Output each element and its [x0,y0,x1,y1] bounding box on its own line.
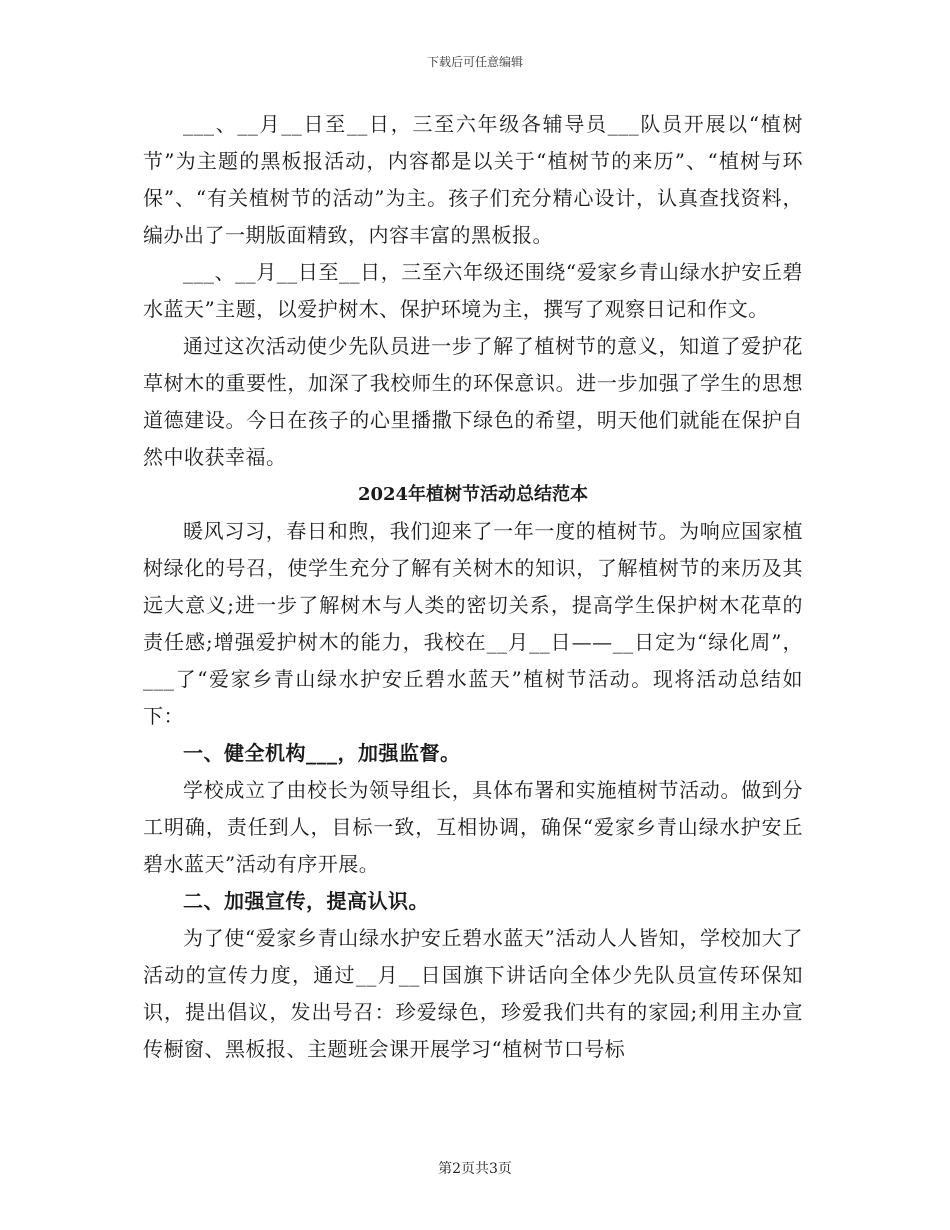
paragraph-organization: 学校成立了由校长为领导组长，具体布署和实施植树节活动。做到分工明确，责任到人，目标一致，互相协调，确保“爱家乡青山绿水护安丘碧水蓝天”活动有序开展。 [143,778,803,876]
document-title: 2024年植树节活动总结范本 [357,484,589,505]
section-heading-publicity: 二、加强宣传，提高认识。 [183,889,429,913]
paragraph-introduction: 暖风习习，春日和煦，我们迎来了一年一度的植树节。为响应国家植树绿化的号召，使学生充分了解有关树木的知识，了解植树节的来历及其远大意义;进一步了解树木与人类的密切关系，提高学生保护树木花草的责任感;增强爱护树木的能力，我校在__月__日——__日定为“绿化周”，___了“爱家乡青山绿水护安丘碧水蓝天”植树节活动。现将活动总结如下： [143,519,803,728]
page-header: 下载后可任意编辑 [426,55,523,69]
page-number: 第2页共3页 [438,1161,512,1177]
document-body [143,106,803,1068]
paragraph-diary-essay: ___、__月__日至__日，三至六年级还围绕“爱家乡青山绿水护安丘碧水蓝天”主题，以爱护树木、保护环境为主，撰写了观察日记和作文。 [143,260,803,321]
section-heading-organization: 一、健全机构___，加强监督。 [183,741,461,765]
paragraph-blackboard-activity: ___、__月__日至__日，三至六年级各辅导员___队员开展以“植树节”为主题的黑板报活动，内容都是以关于“植树节的来历”、“植树与环保”、“有关植树节的活动”为主。孩子们充分精心设计，认真查找资料，编办出了一期版面精致，内容丰富的黑板报。 [143,112,803,247]
paragraph-activity-significance: 通过这次活动使少先队员进一步了解了植树节的意义，知道了爱护花草树木的重要性，加深了我校师生的环保意识。进一步加强了学生的思想道德建设。今日在孩子的心里播撒下绿色的希望，明天他们就能在保护自然中收获幸福。 [143,334,803,469]
paragraph-publicity: 为了使“爱家乡青山绿水护安丘碧水蓝天”活动人人皆知，学校加大了活动的宣传力度，通过__月__日国旗下讲话向全体少先队员宣传环保知识，提出倡议，发出号召：珍爱绿色，珍爱我们共有的家园;利用主办宣传橱窗、黑板报、主题班会课开展学习“植树节口号标 [143,926,803,1061]
